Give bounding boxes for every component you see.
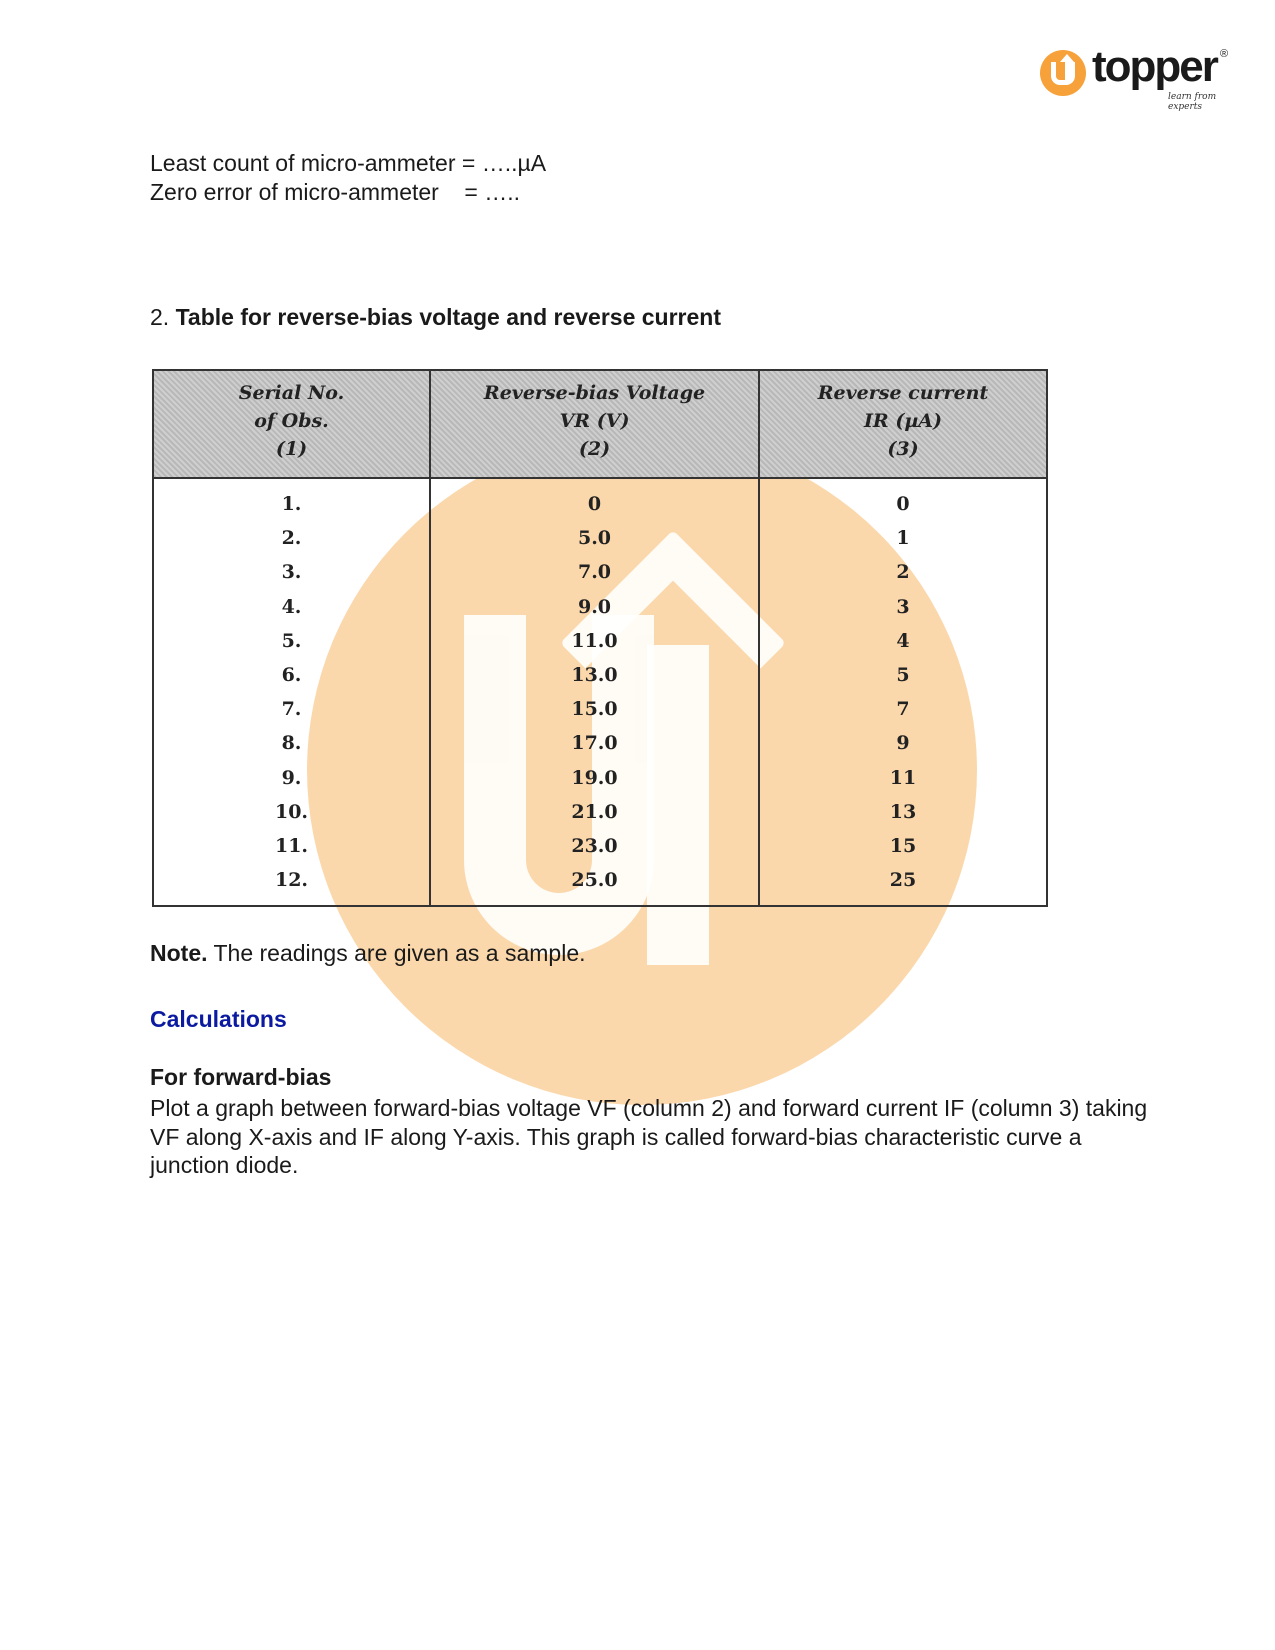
forward-bias-paragraph: Plot a graph between forward-bias voltage VF (column 2) and forward current IF (column 3) taking VF along X-axis and IF along Y-axis. This graph is called forward-bias characteristic curve a junction diode. — [150, 1095, 1148, 1178]
topper-logo — [1040, 42, 1240, 112]
header-serial: Serial No. of Obs. (1) — [238, 382, 345, 460]
table-cell-serial: 7. — [281, 698, 302, 721]
section-number: 2. — [150, 304, 170, 330]
table-cell-voltage: 11.0 — [571, 629, 618, 652]
logo-tagline: learn from experts — [1168, 92, 1217, 112]
header-voltage: Reverse-bias Voltage VR (V) (2) — [483, 382, 706, 460]
table-cell-current: 1 — [896, 527, 910, 550]
table-cell-current: 5 — [896, 663, 910, 686]
forward-bias-heading: For forward-bias — [150, 1064, 332, 1090]
table-cell-current: 2 — [896, 561, 910, 584]
table-cell-serial: 2. — [281, 527, 302, 550]
least-count-line: Least count of micro-ammeter = …..µA — [150, 150, 547, 176]
table-cell-current: 7 — [896, 698, 910, 721]
table-cell-voltage: 23.0 — [571, 834, 618, 857]
table-cell-voltage: 9.0 — [577, 595, 612, 618]
table-cell-current: 3 — [896, 595, 910, 618]
table-cell-current: 13 — [889, 800, 917, 823]
calculations-heading: Calculations — [150, 1006, 287, 1032]
table-cell-current: 9 — [896, 732, 910, 755]
table-cell-serial: 5. — [281, 629, 302, 652]
serial-column — [154, 487, 429, 897]
current-column — [760, 487, 1046, 897]
table-cell-serial: 8. — [281, 732, 302, 755]
table-cell-voltage: 25.0 — [571, 869, 618, 892]
note-text: The readings are given as a sample. — [207, 940, 586, 966]
table-cell-voltage: 7.0 — [577, 561, 612, 584]
table-cell-serial: 3. — [281, 561, 302, 584]
registered-mark: ® — [1220, 48, 1229, 60]
table-cell-voltage: 21.0 — [571, 800, 618, 823]
note — [150, 940, 586, 967]
table-cell-voltage: 17.0 — [571, 732, 618, 755]
note-label: Note. — [150, 940, 208, 966]
table-cell-serial: 12. — [274, 869, 309, 892]
table-cell-voltage: 0 — [587, 493, 602, 515]
table-cell-voltage: 5.0 — [577, 527, 612, 550]
table-cell-current: 15 — [889, 834, 917, 857]
table-cell-current: 4 — [896, 629, 910, 652]
reverse-bias-table — [152, 369, 1048, 907]
table-cell-current: 0 — [896, 493, 910, 515]
logo-text: topper — [1092, 42, 1217, 91]
table-cell-serial: 6. — [281, 663, 302, 686]
logo-u-arrow-icon — [1040, 50, 1086, 96]
header-current: Reverse current IR (µA) (3) — [817, 382, 989, 460]
section-title: Table for reverse-bias voltage and reverse current — [175, 304, 721, 330]
table-cell-voltage: 15.0 — [571, 698, 618, 721]
table-cell-voltage: 19.0 — [571, 766, 618, 789]
table-cell-serial: 11. — [274, 834, 309, 857]
voltage-column — [431, 487, 758, 897]
zero-error-line: Zero error of micro-ammeter = ….. — [150, 179, 520, 205]
table-cell-serial: 1. — [281, 493, 302, 515]
table-cell-current: 11 — [889, 766, 917, 789]
table-cell-serial: 9. — [281, 766, 302, 789]
table-cell-current: 25 — [889, 869, 917, 892]
table-cell-serial: 4. — [281, 595, 302, 618]
table-cell-voltage: 13.0 — [571, 663, 618, 686]
section-heading — [150, 304, 721, 331]
table-cell-serial: 10. — [274, 800, 309, 823]
